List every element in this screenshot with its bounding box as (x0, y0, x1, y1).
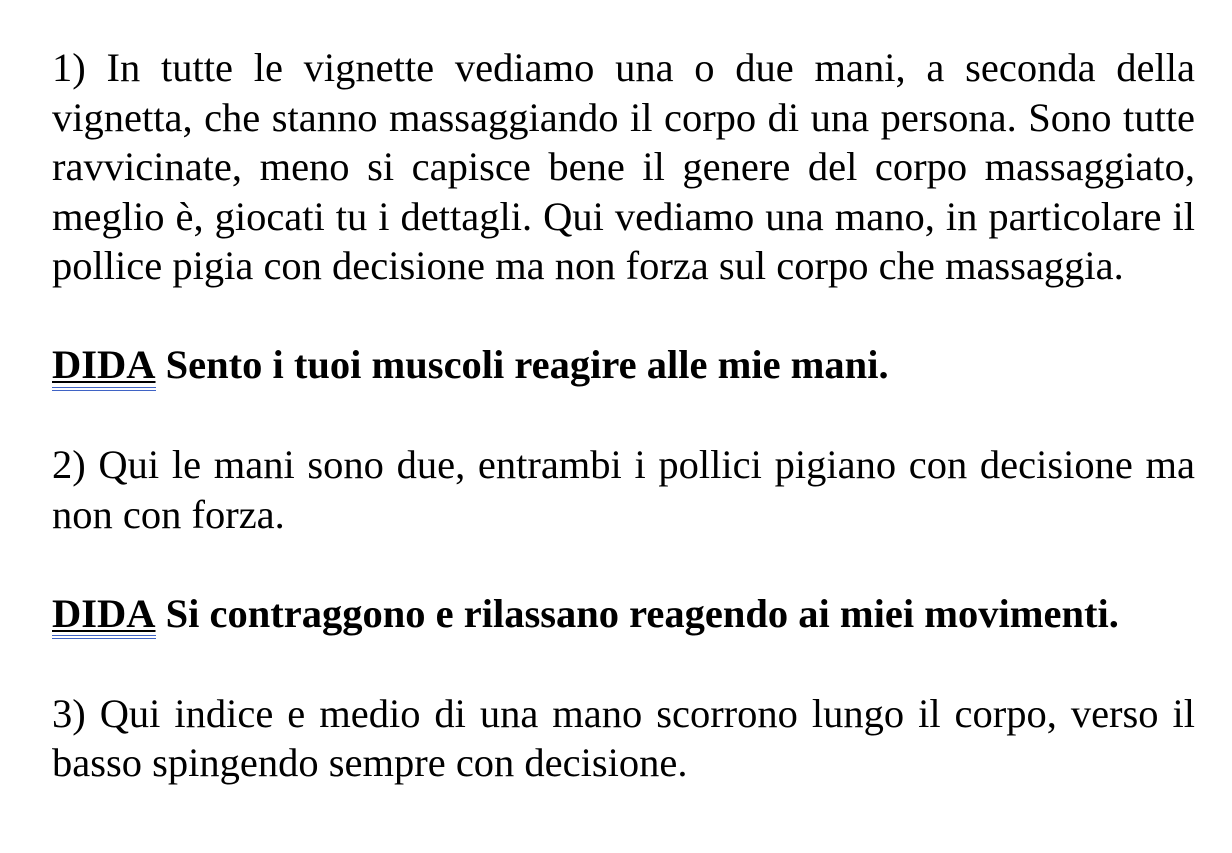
paragraph-spacer (52, 291, 1195, 341)
instruction-paragraph-2: 2) Qui le mani sono due, entrambi i pollici pigiano con decisione ma non con forza. (52, 442, 1195, 537)
instruction-paragraph-3: 3) Qui indice e medio di una mano scorrono lungo il corpo, verso il basso spingendo sempre con decisione. (52, 690, 1195, 785)
paragraph-spacer (52, 539, 1195, 589)
caption-1 (52, 340, 1195, 391)
caption-text: Sento i tuoi muscoli reagire alle mie mani. (165, 342, 889, 387)
instruction-paragraph-1: 1) In tutte le vignette vediamo una o due mani, a seconda della vignetta, che stanno massaggiando il corpo di una persona. Sono tutte ravvicinate, meno si capisce bene il genere del corpo massaggiato, meglio è, giocati tu i dettagli. Qui vediamo una mano, in particolare il pollice pigia con decisione ma non forza sul corpo che massaggia. (52, 45, 1195, 288)
caption-text: Si contraggono e rilassano reagendo ai miei movimenti. (165, 590, 1119, 636)
paragraph-spacer (52, 639, 1195, 689)
caption-2 (52, 589, 1195, 640)
caption-tag[interactable]: DIDA (52, 345, 156, 391)
caption-tag[interactable]: DIDA (52, 594, 156, 640)
paragraph-spacer (52, 391, 1195, 441)
